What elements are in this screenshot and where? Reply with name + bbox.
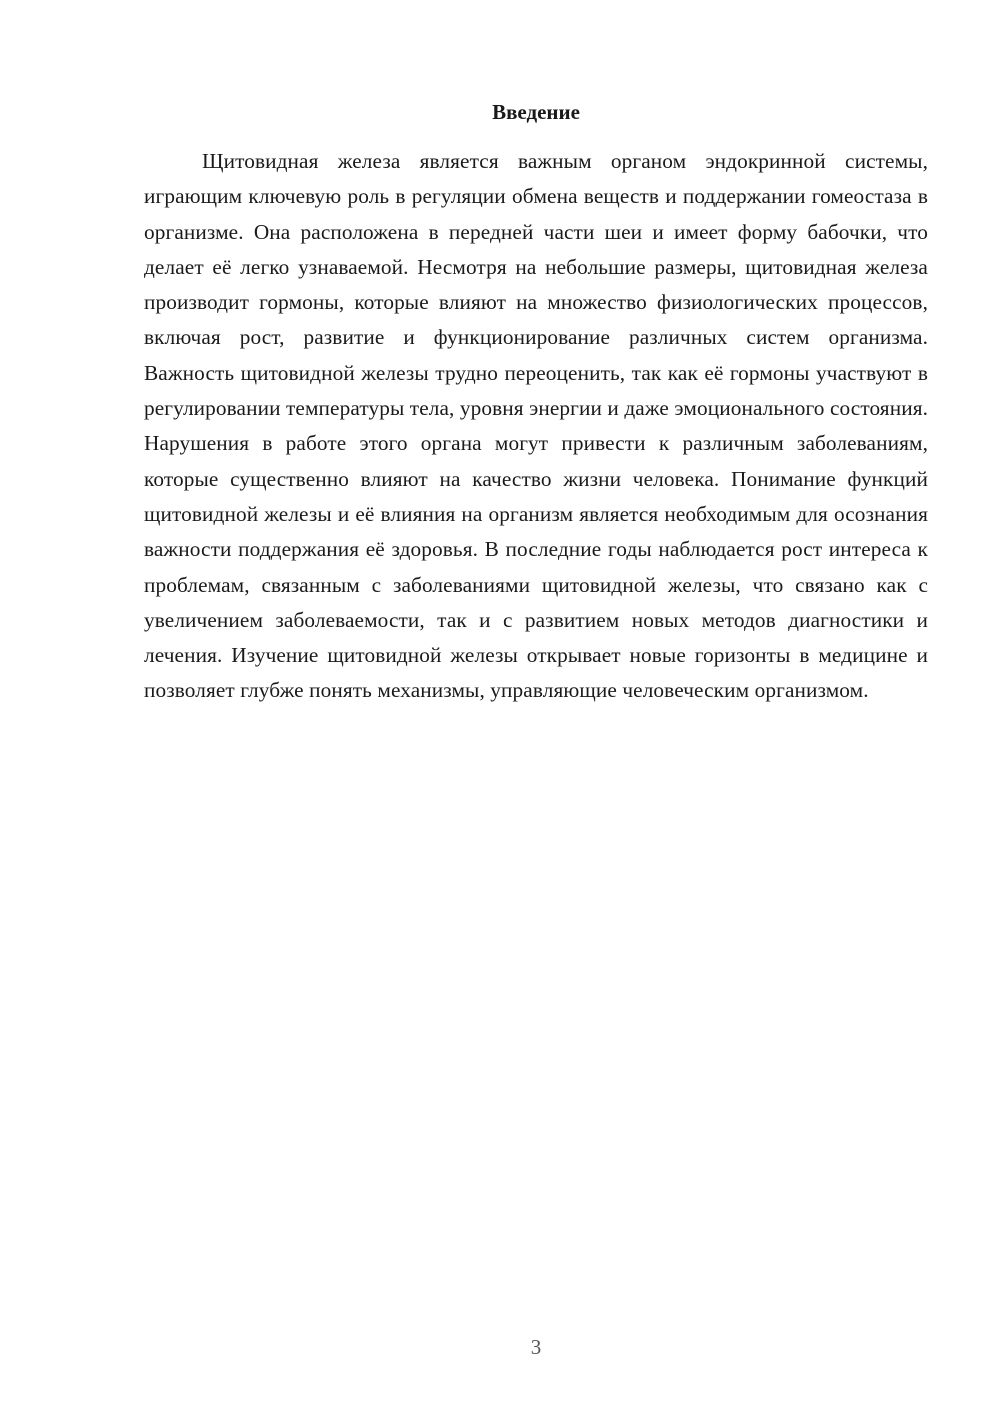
- body-paragraph: Щитовидная железа является важным органом эндокринной системы, играющим ключевую роль в регуляции обмена веществ и поддержании гомеостаза в организме. Она расположена в передней части шеи и имеет форму бабочки, что делает её легко узнаваемой. Несмотря на небольшие размеры, щитовидная железа производит гормоны, которые влияют на множество физиологических процессов, включая рост, развитие и функционирование различных систем организма. Важность щитовидной железы трудно переоценить, так как её гормоны участвуют в регулировании температуры тела, уровня энергии и даже эмоционального состояния. Нарушения в работе этого органа могут привести к различным заболеваниям, которые существенно влияют на качество жизни человека. Понимание функций щитовидной железы и её влияния на организм является необходимым для осознания важности поддержания её здоровья. В последние годы наблюдается рост интереса к проблемам, связанным с заболеваниями щитовидной железы, что связано как с увеличением заболеваемости, так и с развитием новых методов диагностики и лечения. Изучение щитовидной железы открывает новые горизонты в медицине и позволяет глубже понять механизмы, управляющие человеческим организмом.: [144, 149, 929, 703]
- page-number: 3: [530, 1335, 542, 1359]
- section-heading: Введение: [492, 100, 580, 124]
